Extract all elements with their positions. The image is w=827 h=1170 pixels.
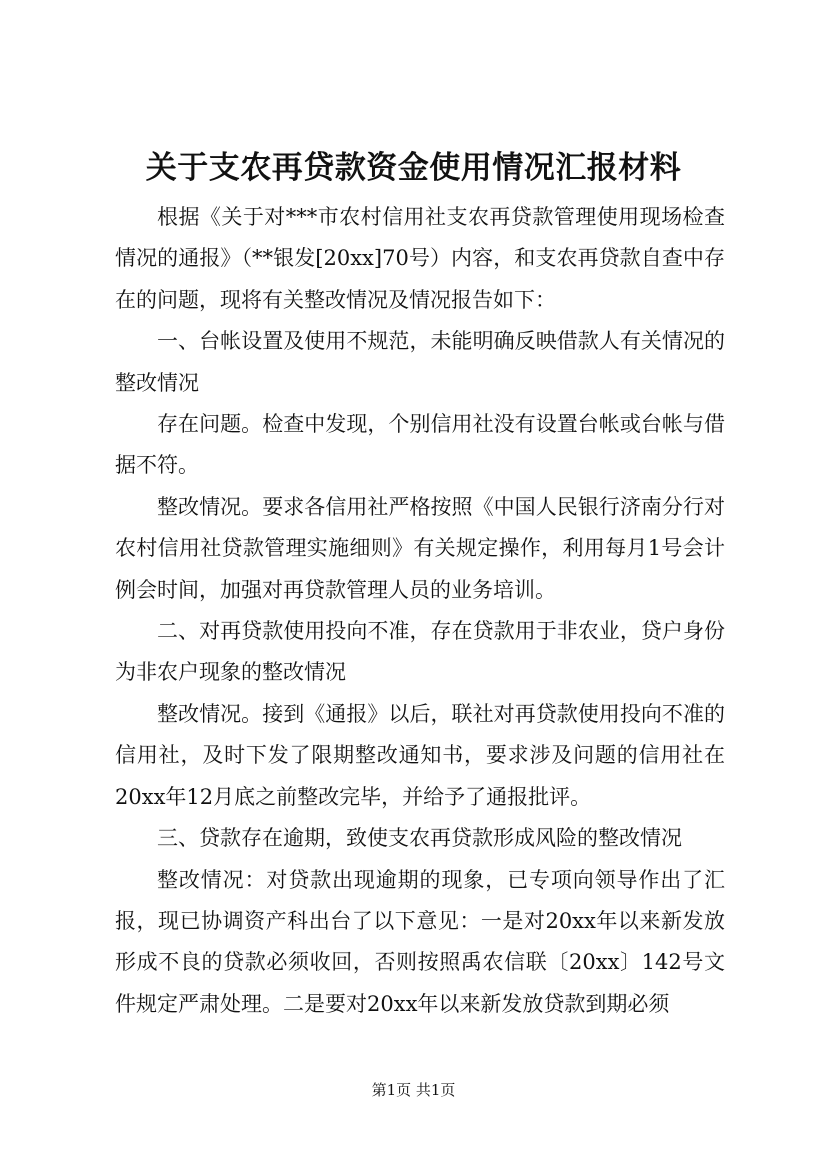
- paragraph-rectification-3: 整改情况：对贷款出现逾期的现象，已专项向领导作出了汇报，现已协调资产科出台了以下意见：一是对20xx年以来新发放形成不良的贷款必须收回，否则按照禹农信联〔20xx〕142号文件规定严肃处理。二是要对20xx年以来新发放贷款到期必须: [115, 867, 725, 1016]
- paragraph-heading-3: 三、贷款存在逾期，致使支农再贷款形成风险的整改情况: [157, 826, 682, 851]
- paragraph-problem-1: 存在问题。检查中发现，个别信用社没有设置台帐或台帐与借据不符。: [115, 412, 725, 478]
- paragraph-heading-2: 二、对再贷款使用投向不准，存在贷款用于非农业，贷户身份为非农户现象的整改情况: [115, 619, 725, 685]
- paragraph-rectification-1: 整改情况。要求各信用社严格按照《中国人民银行济南分行对农村信用社贷款管理实施细则》有关规定操作，利用每月1号会计例会时间，加强对再贷款管理人员的业务培训。: [115, 494, 725, 602]
- paragraph-heading-1: 一、台帐设置及使用不规范，未能明确反映借款人有关情况的整改情况: [115, 329, 725, 395]
- paragraph-rectification-2: 整改情况。接到《通报》以后，联社对再贷款使用投向不准的信用社，及时下发了限期整改通知书，要求涉及问题的信用社在20xx年12月底之前整改完毕，并给予了通报批评。: [115, 701, 725, 809]
- page-footer: 第1页 共1页: [371, 1081, 456, 1099]
- document-body: [115, 197, 725, 1025]
- paragraph-intro: 根据《关于对***市农村信用社支农再贷款管理使用现场检查情况的通报》（**银发[20xx]70号）内容，和支农再贷款自查中存在的问题，现将有关整改情况及情况报告如下：: [115, 205, 725, 312]
- document-title: 关于支农再贷款资金使用情况汇报材料: [145, 150, 682, 186]
